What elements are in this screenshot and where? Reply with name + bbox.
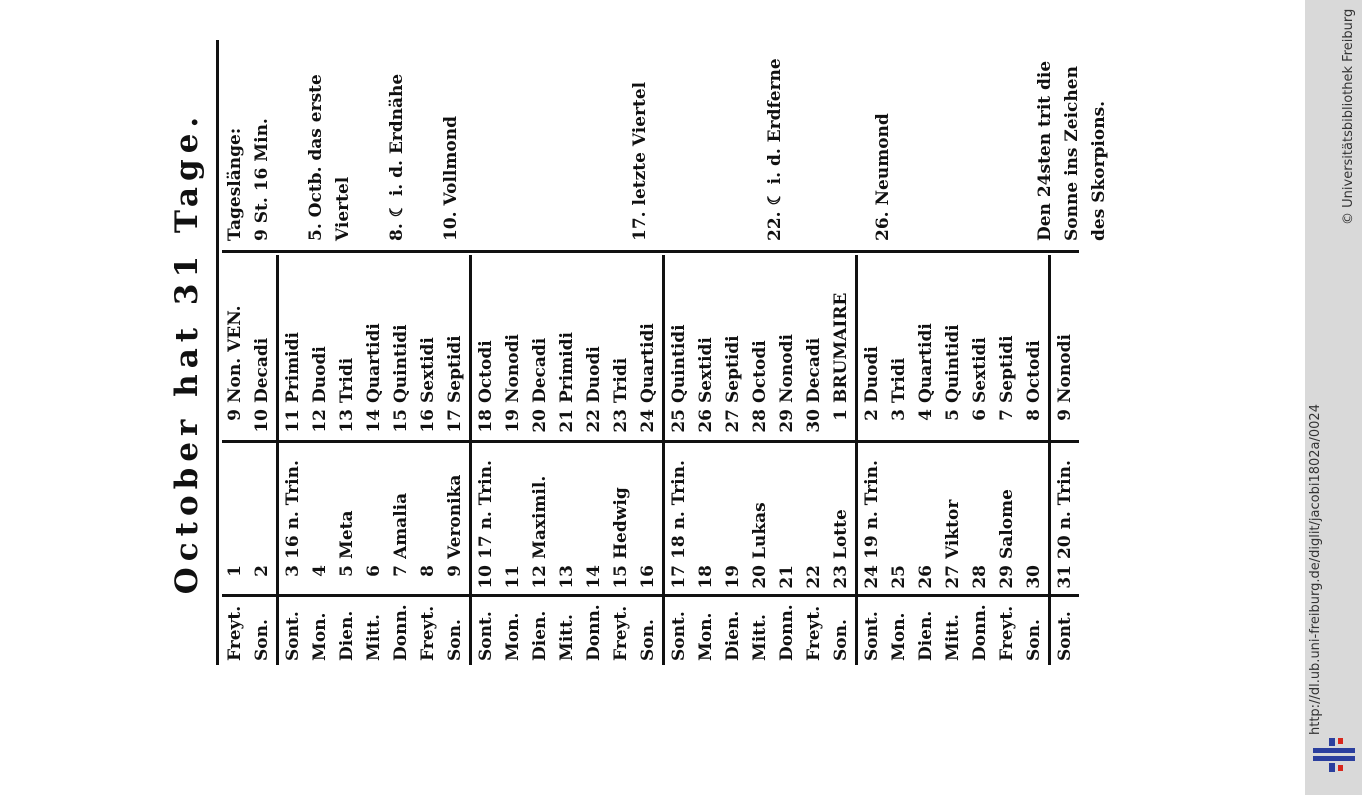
weekday-cell: Freyt. xyxy=(418,605,438,661)
date-cell: 18 xyxy=(696,565,716,589)
calendar-row xyxy=(500,255,527,665)
republican-date-cell: 26 xyxy=(696,409,716,433)
date-cell: 10 xyxy=(476,565,496,589)
republican-day-cell: Duodi xyxy=(310,346,330,403)
weekday-cell: Dien. xyxy=(916,610,936,661)
calendar-row xyxy=(693,255,720,665)
republican-date-cell: 21 xyxy=(557,409,577,433)
date-cell: 19 xyxy=(723,565,743,589)
calendar-row xyxy=(554,255,581,665)
republican-day-cell: Quintidi xyxy=(943,324,963,403)
calendar-row xyxy=(666,255,693,665)
date-cell: 11 xyxy=(503,565,523,589)
republican-date-cell: 3 xyxy=(889,409,909,421)
week-separator xyxy=(469,255,472,665)
republican-date-cell: 17 xyxy=(445,409,465,433)
weekday-cell: Son. xyxy=(831,619,851,661)
republican-date-cell: 8 xyxy=(1024,409,1044,421)
weekday-cell: Donn. xyxy=(584,604,604,661)
calendar-row xyxy=(307,255,334,665)
week-separator xyxy=(276,255,279,665)
note-text: 17. letzte Viertel xyxy=(630,81,650,241)
date-cell: 23 xyxy=(831,565,851,589)
weekday-cell: Sont. xyxy=(476,611,496,661)
weekday-cell: Dien. xyxy=(337,610,357,661)
date-cell: 15 xyxy=(611,565,631,589)
date-cell: 29 xyxy=(997,565,1017,589)
calendar-row xyxy=(994,255,1021,665)
date-cell: 26 xyxy=(916,565,936,589)
republican-day-cell: Primidi xyxy=(557,332,577,403)
weekday-cell: Donn. xyxy=(970,604,990,661)
copyright-notice: © Universitätsbibliothek Freiburg xyxy=(1341,8,1356,225)
republican-day-cell: Non. VEN. xyxy=(225,305,245,403)
weekday-cell: Mitt. xyxy=(364,614,384,661)
republican-day-cell: Decadi xyxy=(804,337,824,403)
republican-date-cell: 13 xyxy=(337,409,357,433)
name-day-cell: 17 n. Trin. xyxy=(476,460,496,559)
calendar-row xyxy=(442,255,469,665)
date-cell: 3 xyxy=(283,565,303,577)
republican-date-cell: 23 xyxy=(611,409,631,433)
date-cell: 7 xyxy=(391,565,411,577)
calendar-row xyxy=(635,255,662,665)
calendar-row xyxy=(473,255,500,665)
name-day-cell: 16 n. Trin. xyxy=(283,460,303,559)
republican-date-cell: 15 xyxy=(391,409,411,433)
calendar-row xyxy=(388,255,415,665)
date-cell: 20 xyxy=(750,565,770,589)
name-day-cell: Salome xyxy=(997,489,1017,559)
weekday-cell: Mon. xyxy=(310,612,330,661)
name-day-cell: 19 n. Trin. xyxy=(862,460,882,559)
weekday-cell: Freyt. xyxy=(997,605,1017,661)
calendar-row xyxy=(886,255,913,665)
week-separator xyxy=(855,255,858,665)
calendar-row xyxy=(1021,255,1048,665)
weekday-cell: Mon. xyxy=(696,612,716,661)
republican-day-cell: Primidi xyxy=(283,332,303,403)
name-day-cell: Lotte xyxy=(831,509,851,559)
republican-date-cell: 7 xyxy=(997,409,1017,421)
date-cell: 4 xyxy=(310,565,330,577)
republican-day-cell: Decadi xyxy=(530,337,550,403)
calendar-row xyxy=(361,255,388,665)
date-cell: 2 xyxy=(252,565,272,577)
rule-after-weekday xyxy=(222,594,1079,597)
name-day-cell: Maximil. xyxy=(530,475,550,559)
calendar-row xyxy=(581,255,608,665)
date-cell: 24 xyxy=(862,565,882,589)
republican-day-cell: Nonodi xyxy=(1055,334,1075,403)
weekday-cell: Donn. xyxy=(391,604,411,661)
calendar-row xyxy=(280,255,307,665)
weekday-cell: Dien. xyxy=(530,610,550,661)
republican-date-cell: 24 xyxy=(638,409,658,433)
date-cell: 14 xyxy=(584,565,604,589)
republican-day-cell: Septidi xyxy=(445,335,465,403)
weekday-cell: Son. xyxy=(445,619,465,661)
republican-date-cell: 19 xyxy=(503,409,523,433)
calendar-row xyxy=(747,255,774,665)
date-cell: 5 xyxy=(337,565,357,577)
republican-date-cell: 28 xyxy=(750,409,770,433)
ub-freiburg-logo-icon xyxy=(1313,735,1357,775)
republican-day-cell: Duodi xyxy=(862,346,882,403)
date-cell: 1 xyxy=(225,565,245,577)
republican-day-cell: BRUMAIRE xyxy=(831,292,851,403)
date-cell: 17 xyxy=(669,565,689,589)
republican-date-cell: 20 xyxy=(530,409,550,433)
note-text: 26. Neumond xyxy=(873,113,893,241)
weekday-cell: Sont. xyxy=(862,611,882,661)
republican-date-cell: 14 xyxy=(364,409,384,433)
note-text: Den 24sten trit die Sonne ins Zeichen des Skorpions. xyxy=(1035,60,1109,241)
sidebar-text xyxy=(1305,0,1362,795)
note-text: Tageslänge: xyxy=(225,127,245,241)
republican-day-cell: Quartidi xyxy=(638,323,658,403)
republican-date-cell: 30 xyxy=(804,409,824,433)
calendar-row xyxy=(801,255,828,665)
date-cell: 25 xyxy=(889,565,909,589)
date-cell: 12 xyxy=(530,565,550,589)
date-cell: 27 xyxy=(943,565,963,589)
republican-day-cell: Tridi xyxy=(611,357,631,403)
date-cell: 16 xyxy=(638,565,658,589)
republican-date-cell: 2 xyxy=(862,409,882,421)
republican-date-cell: 5 xyxy=(943,409,963,421)
rule-after-republican xyxy=(222,250,1079,253)
republican-day-cell: Quartidi xyxy=(916,323,936,403)
calendar-row xyxy=(334,255,361,665)
week-separator xyxy=(662,255,665,665)
republican-day-cell: Duodi xyxy=(584,346,604,403)
notes-column xyxy=(222,40,1109,245)
republican-day-cell: Octodi xyxy=(750,340,770,403)
weekday-cell: Son. xyxy=(252,619,272,661)
republican-date-cell: 12 xyxy=(310,409,330,433)
republican-date-cell: 11 xyxy=(283,409,303,433)
header-rule xyxy=(216,40,219,665)
republican-day-cell: Quartidi xyxy=(364,323,384,403)
calendar-row xyxy=(415,255,442,665)
republican-date-cell: 1 xyxy=(831,409,851,421)
week-separator xyxy=(1048,255,1051,665)
republican-date-cell: 9 xyxy=(1055,409,1075,421)
calendar-row xyxy=(249,255,276,665)
republican-date-cell: 29 xyxy=(777,409,797,433)
weekday-cell: Mon. xyxy=(889,612,909,661)
republican-day-cell: Nonodi xyxy=(503,334,523,403)
weekday-cell: Mitt. xyxy=(943,614,963,661)
source-url[interactable]: http://dl.ub.uni-freiburg.de/diglit/jacobi1802a/0024 xyxy=(1308,404,1323,735)
republican-day-cell: Sextidi xyxy=(696,337,716,403)
weekday-cell: Mitt. xyxy=(750,614,770,661)
calendar-row xyxy=(608,255,635,665)
name-day-cell: Veronika xyxy=(445,474,465,559)
date-cell: 9 xyxy=(445,565,465,577)
note-text: 10. Vollmond xyxy=(441,116,461,241)
calendar-page-rotated xyxy=(160,40,1109,665)
republican-date-cell: 25 xyxy=(669,409,689,433)
date-cell: 8 xyxy=(418,565,438,577)
name-day-cell: Amalia xyxy=(391,492,411,559)
republican-day-cell: Septidi xyxy=(997,335,1017,403)
calendar-row xyxy=(222,255,249,665)
republican-day-cell: Tridi xyxy=(337,357,357,403)
date-cell: 21 xyxy=(777,565,797,589)
note-text: 8. ☾ i. d. Erdnähe xyxy=(387,73,407,241)
weekday-cell: Mitt. xyxy=(557,614,577,661)
republican-day-cell: Septidi xyxy=(723,335,743,403)
republican-date-cell: 22 xyxy=(584,409,604,433)
weekday-cell: Freyt. xyxy=(225,605,245,661)
republican-date-cell: 16 xyxy=(418,409,438,433)
calendar-title: October hat 31 Tage. xyxy=(169,110,205,595)
republican-day-cell: Sextidi xyxy=(970,337,990,403)
weekday-cell: Sont. xyxy=(1055,611,1075,661)
name-day-cell: 18 n. Trin. xyxy=(669,460,689,559)
republican-date-cell: 10 xyxy=(252,409,272,433)
name-day-cell: Viktor xyxy=(943,499,963,559)
date-cell: 13 xyxy=(557,565,577,589)
name-day-cell: Meta xyxy=(337,510,357,559)
republican-date-cell: 9 xyxy=(225,409,245,421)
date-cell: 22 xyxy=(804,565,824,589)
rule-after-names xyxy=(222,440,1079,443)
weekday-cell: Freyt. xyxy=(804,605,824,661)
calendar-row xyxy=(859,255,886,665)
calendar-row xyxy=(913,255,940,665)
republican-day-cell: Octodi xyxy=(476,340,496,403)
weekday-cell: Freyt. xyxy=(611,605,631,661)
name-day-cell: Hedwig xyxy=(611,487,631,559)
calendar-row xyxy=(527,255,554,665)
weekday-cell: Dien. xyxy=(723,610,743,661)
calendar-row xyxy=(774,255,801,665)
republican-date-cell: 27 xyxy=(723,409,743,433)
calendar-row xyxy=(828,255,855,665)
name-day-cell: Lukas xyxy=(750,502,770,559)
library-sidebar xyxy=(1305,0,1362,795)
date-cell: 6 xyxy=(364,565,384,577)
republican-day-cell: Tridi xyxy=(889,357,909,403)
republican-day-cell: Decadi xyxy=(252,337,272,403)
weekday-cell: Mon. xyxy=(503,612,523,661)
calendar-row xyxy=(940,255,967,665)
republican-day-cell: Octodi xyxy=(1024,340,1044,403)
republican-date-cell: 4 xyxy=(916,409,936,421)
republican-day-cell: Sextidi xyxy=(418,337,438,403)
calendar-row xyxy=(720,255,747,665)
note-text: 5. Octb. das erste Viertel xyxy=(306,74,353,241)
weekday-cell: Donn. xyxy=(777,604,797,661)
republican-date-cell: 6 xyxy=(970,409,990,421)
note-text: 9 St. 16 Min. xyxy=(252,118,272,241)
weekday-cell: Son. xyxy=(638,619,658,661)
weekday-cell: Sont. xyxy=(669,611,689,661)
weekday-cell: Son. xyxy=(1024,619,1044,661)
republican-day-cell: Quintidi xyxy=(669,324,689,403)
date-cell: 28 xyxy=(970,565,990,589)
date-cell: 30 xyxy=(1024,565,1044,589)
republican-date-cell: 18 xyxy=(476,409,496,433)
republican-day-cell: Nonodi xyxy=(777,334,797,403)
date-cell: 31 xyxy=(1055,565,1075,589)
weekday-cell: Sont. xyxy=(283,611,303,661)
name-day-cell: 20 n. Trin. xyxy=(1055,460,1075,559)
republican-day-cell: Quintidi xyxy=(391,324,411,403)
calendar-row xyxy=(1052,255,1079,665)
calendar-row xyxy=(967,255,994,665)
note-text: 22. ☾ i. d. Erdferne xyxy=(765,58,785,241)
